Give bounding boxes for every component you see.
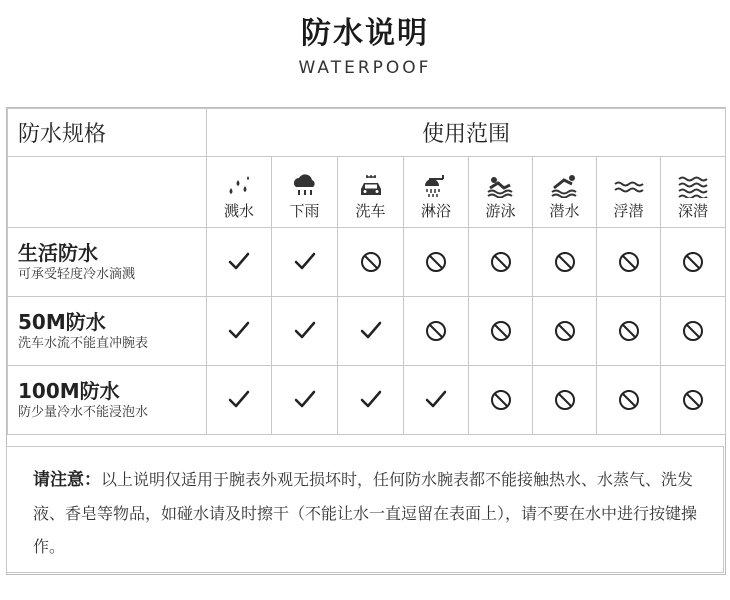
prohibited-icon: [489, 250, 513, 274]
page-title: 防水说明: [301, 16, 429, 51]
checkmark-icon: [293, 319, 317, 343]
scenario-diving: [533, 157, 597, 228]
scenario-label: 溅水: [223, 201, 254, 220]
support-mark-cell: [597, 297, 661, 366]
prohibited-icon: [681, 250, 705, 274]
checkmark-icon: [359, 319, 383, 343]
rain-icon: [290, 174, 320, 198]
scenario-splash: [207, 157, 272, 228]
checkmark-icon: [227, 319, 251, 343]
level-cell: [8, 228, 207, 297]
checkmark-icon: [293, 250, 317, 274]
scenario-snorkeling: [597, 157, 661, 228]
scenario-swimming: [469, 157, 533, 228]
deep-diving-icon: [678, 174, 708, 198]
support-mark-cell: [533, 297, 597, 366]
prohibited-icon: [359, 250, 383, 274]
scenario-label: 游泳: [485, 201, 516, 220]
level-desc: 可承受轻度冷水滴溅: [18, 267, 136, 282]
prohibited-icon: [681, 388, 705, 412]
level-name: 生活防水: [18, 241, 98, 265]
support-mark-cell: [272, 366, 338, 435]
level-row: [8, 228, 726, 297]
spec-header: 防水规格: [8, 109, 207, 157]
support-mark-cell: [207, 228, 272, 297]
prohibited-icon: [553, 388, 577, 412]
prohibited-icon: [553, 250, 577, 274]
checkmark-icon: [359, 388, 383, 412]
support-mark-cell: [404, 228, 469, 297]
prohibited-icon: [681, 319, 705, 343]
support-mark-cell: [469, 366, 533, 435]
support-mark-cell: [597, 366, 661, 435]
prohibited-icon: [424, 319, 448, 343]
support-mark-cell: [533, 366, 597, 435]
notes-box: [6, 446, 724, 573]
scenario-rain: [272, 157, 338, 228]
scenario-label: 淋浴: [420, 201, 451, 220]
support-mark-cell: [207, 297, 272, 366]
scenario-label: 深潜: [678, 201, 709, 220]
scenario-label: 下雨: [289, 201, 320, 220]
checkmark-icon: [227, 388, 251, 412]
level-row: [8, 297, 726, 366]
support-mark-cell: [661, 297, 726, 366]
support-mark-cell: [533, 228, 597, 297]
scenario-deep-diving: [661, 157, 726, 228]
checkmark-icon: [424, 388, 448, 412]
scenario-label: 浮潜: [613, 201, 644, 220]
notes-text: 以上说明仅适用于腕表外观无损坏时，任何防水腕表都不能接触热水、水蒸气、洗发液、香皂等物品，如碰水请及时擦干（不能让水一直逗留在表面上），请不要在水中进行按键操作。: [33, 470, 698, 556]
support-mark-cell: [597, 228, 661, 297]
level-cell: [8, 366, 207, 435]
support-mark-cell: [469, 297, 533, 366]
support-mark-cell: [338, 297, 404, 366]
support-mark-cell: [404, 297, 469, 366]
level-name: 100M防水: [18, 379, 120, 403]
support-mark-cell: [207, 366, 272, 435]
swimming-icon: [486, 174, 516, 198]
car-wash-icon: [356, 174, 386, 198]
support-mark-cell: [338, 366, 404, 435]
snorkeling-icon: [614, 174, 644, 198]
level-cell: [8, 297, 207, 366]
level-desc: 防少量冷水不能浸泡水: [18, 405, 149, 420]
scenario-label: 潜水: [549, 201, 580, 220]
prohibited-icon: [617, 388, 641, 412]
level-name: 50M防水: [18, 310, 106, 334]
level-row: [8, 366, 726, 435]
support-mark-cell: [272, 297, 338, 366]
checkmark-icon: [293, 388, 317, 412]
usage-header: 使用范围: [207, 109, 726, 157]
scenario-car-wash: [338, 157, 404, 228]
support-mark-cell: [661, 228, 726, 297]
page-subtitle: WATERPOOF: [298, 58, 432, 78]
support-mark-cell: [469, 228, 533, 297]
support-mark-cell: [272, 228, 338, 297]
prohibited-icon: [553, 319, 577, 343]
prohibited-icon: [489, 319, 513, 343]
splash-icon: [224, 174, 254, 198]
support-mark-cell: [338, 228, 404, 297]
prohibited-icon: [617, 319, 641, 343]
prohibited-icon: [489, 388, 513, 412]
prohibited-icon: [617, 250, 641, 274]
checkmark-icon: [227, 250, 251, 274]
support-mark-cell: [661, 366, 726, 435]
diving-icon: [550, 174, 580, 198]
notes-label: 请注意：: [33, 470, 101, 490]
scenario-label: 洗车: [355, 201, 386, 220]
shower-icon: [421, 174, 451, 198]
prohibited-icon: [424, 250, 448, 274]
level-desc: 洗车水流不能直冲腕表: [18, 336, 149, 351]
scenario-shower: [404, 157, 469, 228]
support-mark-cell: [404, 366, 469, 435]
